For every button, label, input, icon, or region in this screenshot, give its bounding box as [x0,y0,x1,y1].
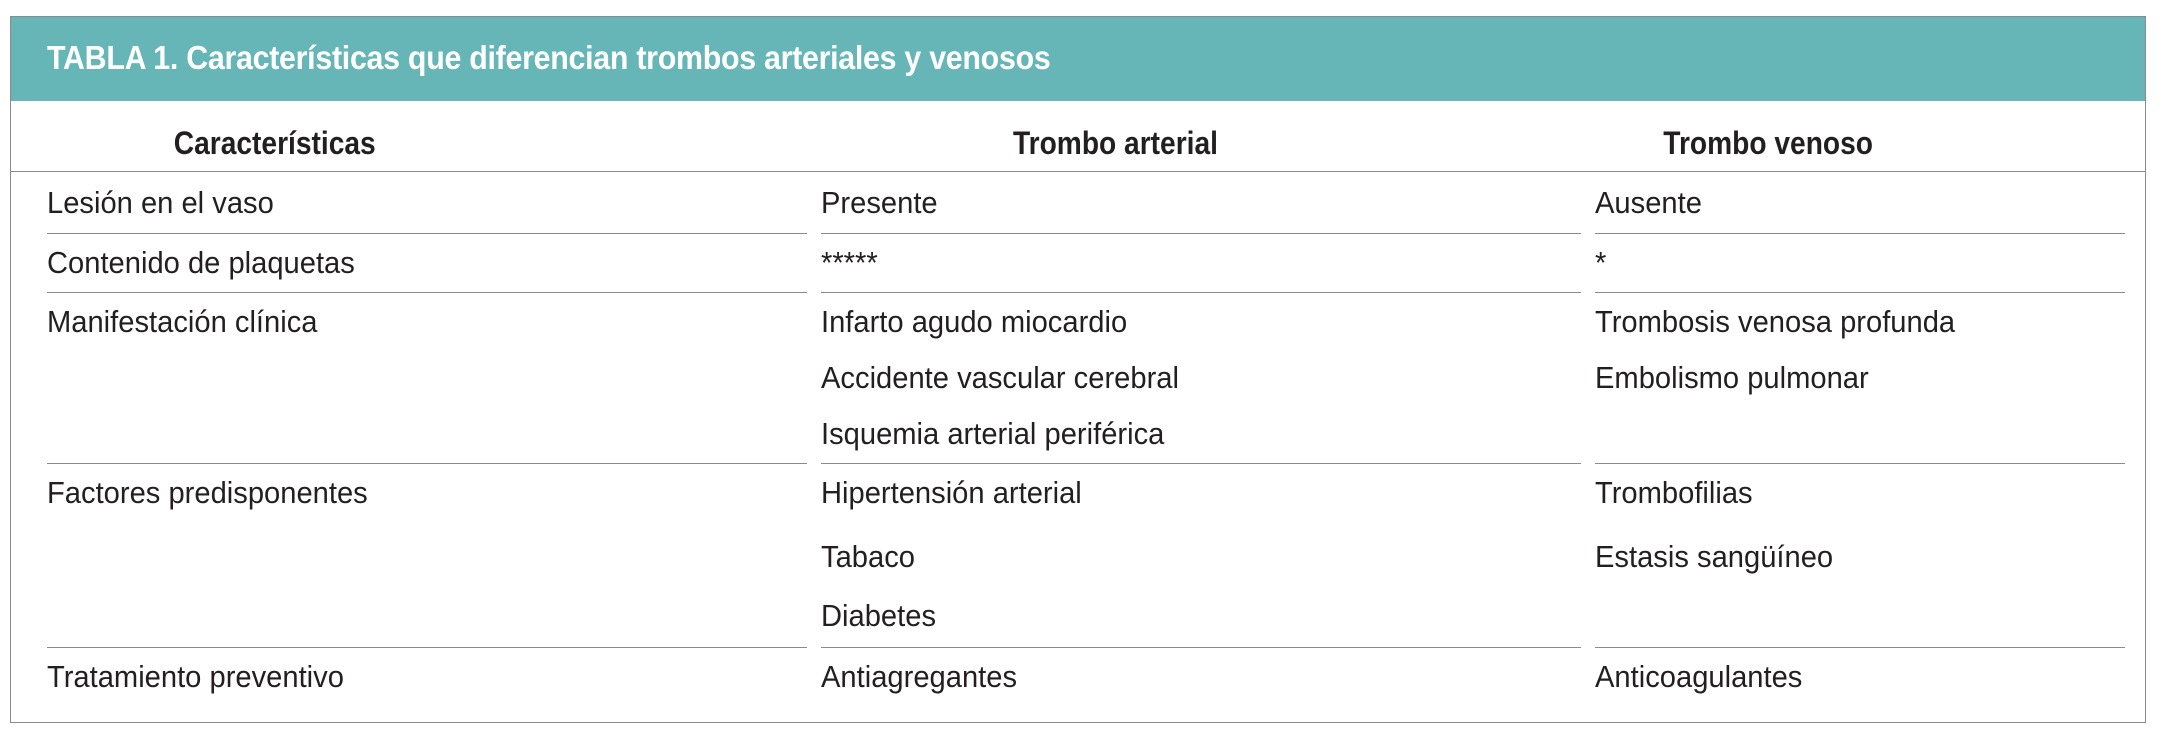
row-divider [1595,647,2125,648]
row-divider [821,463,1581,464]
row-factores-arterial-2: Tabaco [821,539,915,574]
row-factores-arterial-1: Hipertensión arterial [821,475,1082,510]
row-lesion-arterial: Presente [821,185,938,220]
header-divider [11,171,2145,172]
row-divider [1595,233,2125,234]
row-factores-venoso-1: Trombofilias [1595,475,1753,510]
row-manifestacion-caracteristica: Manifestación clínica [47,304,318,339]
row-divider [47,292,807,293]
table-header-row [11,101,2145,171]
row-factores-venoso-2: Estasis sangüíneo [1595,539,1834,574]
row-divider [821,292,1581,293]
row-lesion-caracteristica: Lesión en el vaso [47,185,274,220]
column-header-trombo-arterial: Trombo arterial [1012,125,1218,161]
row-manifestacion-venoso-1: Trombosis venosa profunda [1595,304,1956,339]
row-tratamiento-caracteristica: Tratamiento preventivo [47,659,344,694]
column-header-caracteristicas: Características [173,125,376,161]
row-tratamiento-arterial: Antiagregantes [821,659,1018,694]
row-divider [821,233,1581,234]
row-lesion-venoso: Ausente [1595,185,1702,220]
row-divider [47,233,807,234]
row-factores-caracteristica: Factores predisponentes [47,475,368,510]
row-factores-arterial-3: Diabetes [821,598,937,633]
table [10,16,2146,723]
row-divider [1595,292,2125,293]
row-divider [47,463,807,464]
row-plaquetas-caracteristica: Contenido de plaquetas [47,245,355,280]
row-plaquetas-venoso: * [1595,245,1607,280]
row-divider [47,647,807,648]
table-title-bar [11,17,2145,101]
column-header-trombo-venoso: Trombo venoso [1663,125,1874,161]
row-divider [821,647,1581,648]
row-manifestacion-arterial-1: Infarto agudo miocardio [821,304,1128,339]
table-title: TABLA 1. Características que diferencian trombos arteriales y venosos [47,39,1051,76]
row-plaquetas-arterial: ***** [821,245,878,280]
row-manifestacion-arterial-3: Isquemia arterial periférica [821,416,1165,451]
row-manifestacion-venoso-2: Embolismo pulmonar [1595,360,1869,395]
row-tratamiento-venoso: Anticoagulantes [1595,659,1803,694]
row-manifestacion-arterial-2: Accidente vascular cerebral [821,360,1179,395]
row-divider [1595,463,2125,464]
